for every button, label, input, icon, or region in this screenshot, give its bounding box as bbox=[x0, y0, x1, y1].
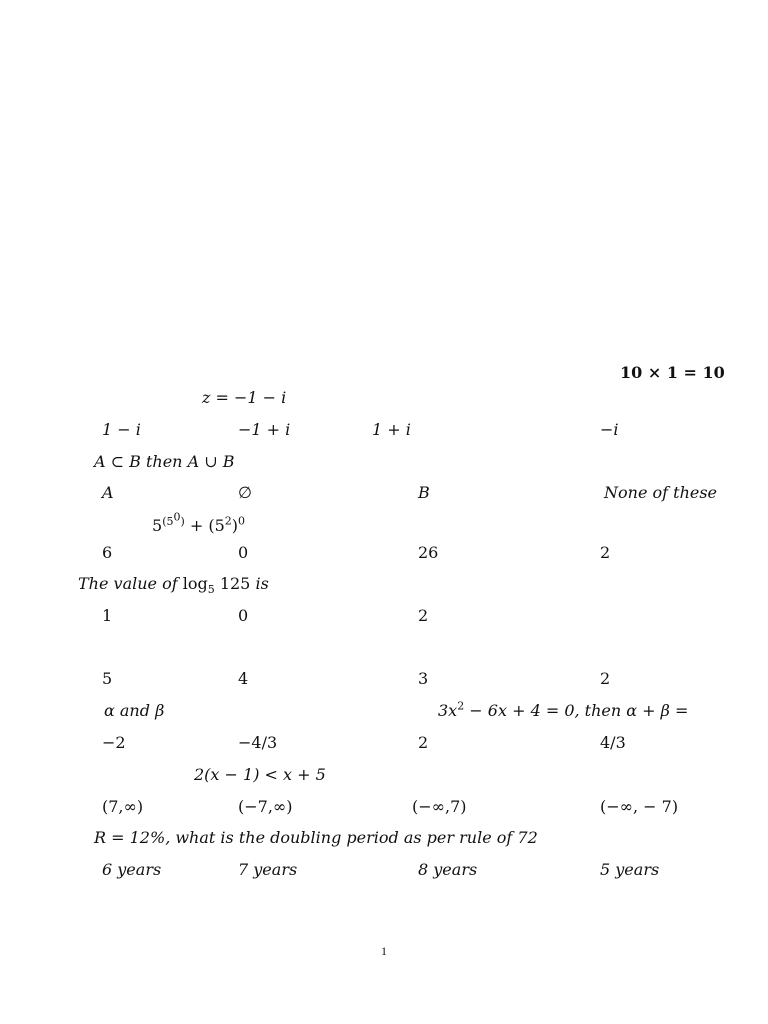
q5-option-d: 2 bbox=[600, 669, 611, 688]
q3-option-c: 26 bbox=[418, 543, 439, 562]
question-4-stem: The value of $\log_5 125$ is bbox=[78, 574, 269, 597]
q8-option-b: 7 years bbox=[238, 860, 298, 879]
q3-option-b: 0 bbox=[238, 543, 249, 562]
q7-option-a: (7,∞) bbox=[102, 797, 144, 816]
q6-option-a: −2 bbox=[102, 733, 126, 752]
q2-option-b: ∅ bbox=[238, 483, 252, 502]
q5-option-b: 4 bbox=[238, 669, 249, 688]
q2-option-a: A bbox=[102, 483, 114, 502]
question-7-stem: 2(x − 1) < x + 5 bbox=[194, 765, 326, 784]
page-number: 1 bbox=[381, 944, 387, 958]
q7-option-b: (−7,∞) bbox=[238, 797, 293, 816]
q8-option-a: 6 years bbox=[102, 860, 162, 879]
q4-option-c: 2 bbox=[418, 606, 429, 625]
question-3-stem: $5^{(5^0)} + (5^2)^0$ bbox=[152, 510, 246, 535]
question-6-stem-left: α and β bbox=[104, 701, 165, 720]
q2-option-c: B bbox=[418, 483, 430, 502]
q3-option-d: 2 bbox=[600, 543, 611, 562]
q1-option-c: 1 + i bbox=[372, 420, 411, 439]
q7-option-c: (−∞,7) bbox=[412, 797, 467, 816]
q1-option-a: 1 − i bbox=[102, 420, 141, 439]
q5-option-a: 5 bbox=[102, 669, 113, 688]
question-2-stem: A ⊂ B then A ∪ B bbox=[94, 452, 235, 471]
q4-option-b: 0 bbox=[238, 606, 249, 625]
question-8-stem: R = 12%, what is the doubling period as per rule of 72 bbox=[94, 828, 538, 847]
q1-option-b: −1 + i bbox=[238, 420, 291, 439]
q8-option-c: 8 years bbox=[418, 860, 478, 879]
q3-option-a: 6 bbox=[102, 543, 113, 562]
question-1-stem: z = −1 − i bbox=[202, 388, 287, 407]
q4-option-a: 1 bbox=[102, 606, 113, 625]
q6-option-d: 4/3 bbox=[600, 733, 626, 752]
q8-option-d: 5 years bbox=[600, 860, 660, 879]
q6-option-b: −4/3 bbox=[238, 733, 278, 752]
q1-option-d: −i bbox=[600, 420, 619, 439]
q2-option-d: None of these bbox=[604, 483, 718, 502]
q6-option-c: 2 bbox=[418, 733, 429, 752]
question-6-stem-right: $3x^2 - 6x + 4 = 0$, then α + β = bbox=[438, 699, 689, 720]
q5-option-c: 3 bbox=[418, 669, 429, 688]
marks-heading: 10 × 1 = 10 bbox=[620, 363, 725, 382]
q7-option-d: (−∞, − 7) bbox=[600, 797, 679, 816]
